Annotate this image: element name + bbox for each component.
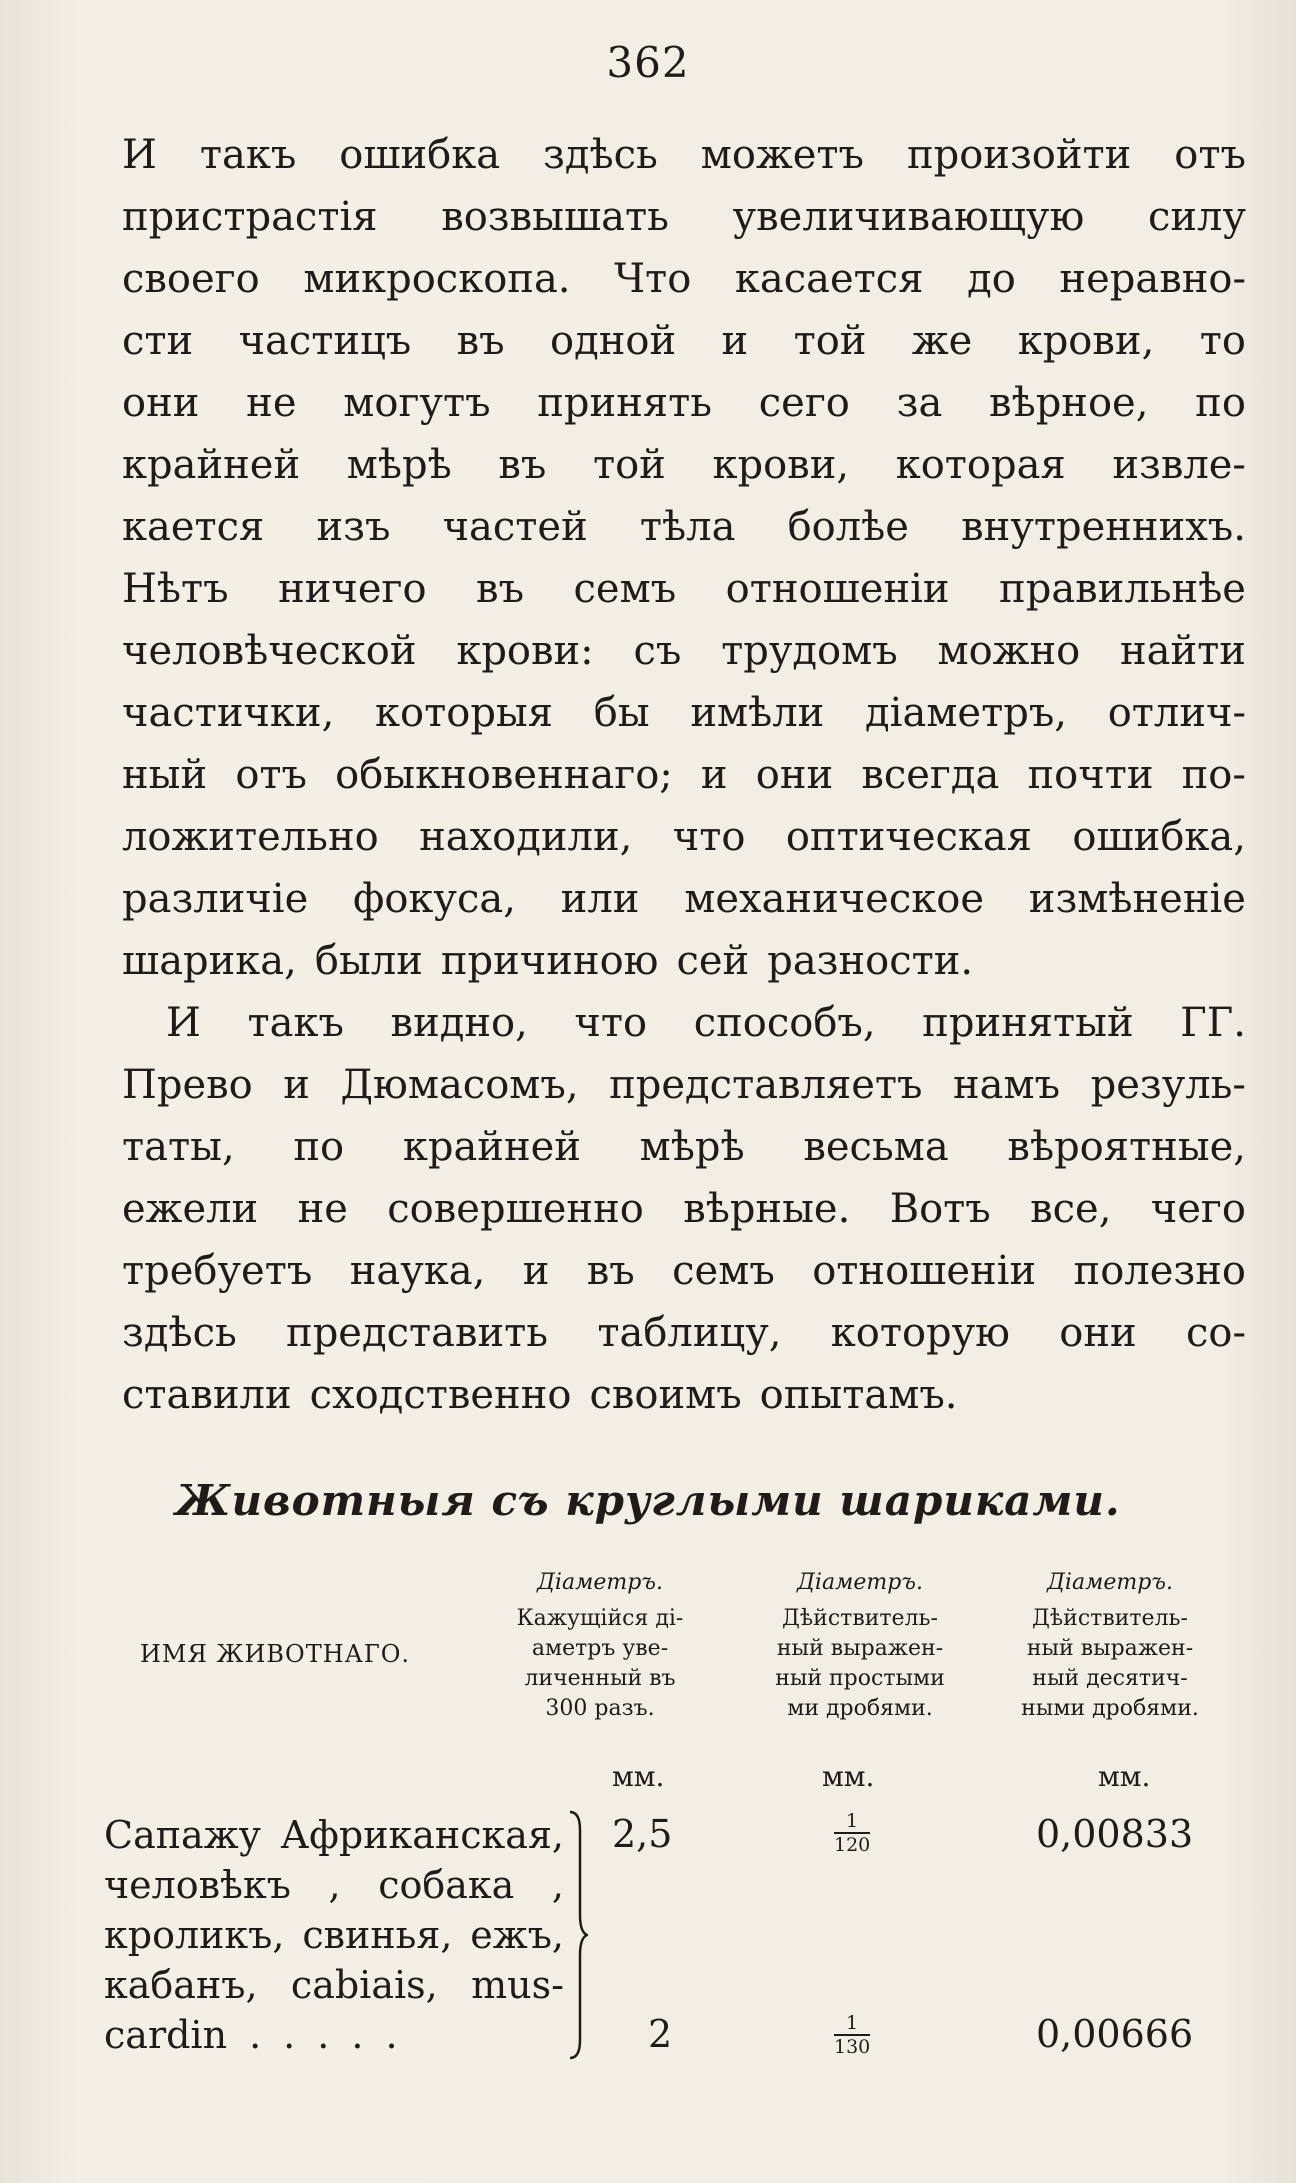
word: произойти: [906, 132, 1132, 178]
column-title: Діаметръ.: [1047, 1570, 1173, 1595]
word: весьма: [803, 1124, 949, 1170]
column-desc-line: аметръ уве-: [531, 1636, 669, 1661]
animal-name-line: [104, 1960, 564, 2010]
text-line: [122, 930, 1246, 992]
text-line: [122, 310, 1246, 372]
column-desc-line: ный выражен-: [1026, 1636, 1194, 1661]
word: mus-: [471, 1963, 564, 2007]
word: не: [246, 380, 297, 426]
text-line: [122, 496, 1246, 558]
word: фокуса,: [353, 876, 516, 922]
text-line: [122, 434, 1246, 496]
text-line: [122, 186, 1246, 248]
column-desc-line: Кажущійся ді-: [516, 1606, 684, 1631]
word: оптическая: [785, 814, 1032, 860]
word: сего: [758, 380, 850, 426]
word: представляетъ: [609, 1062, 923, 1108]
word: собака: [378, 1863, 515, 1907]
word: Дюмасомъ,: [340, 1062, 579, 1108]
word: ошибка,: [1072, 814, 1246, 860]
word: можетъ: [700, 132, 864, 178]
table-heading: Животныя съ круглыми шариками.: [175, 1476, 1121, 1525]
word: неравно-: [1059, 256, 1246, 302]
column-title: Діаметръ.: [797, 1570, 923, 1595]
fraction-denominator: 120: [834, 1834, 871, 1856]
word: найти: [1119, 628, 1246, 674]
word: .: [385, 2013, 398, 2057]
word: крайней: [402, 1124, 581, 1170]
word: механическое: [684, 876, 985, 922]
word: Что: [614, 256, 692, 302]
text-line: [122, 1302, 1246, 1364]
word: не: [297, 1186, 348, 1232]
word: ный: [122, 752, 208, 798]
word: они: [122, 380, 200, 426]
word: cabiais,: [290, 1963, 438, 2007]
word: И: [166, 1000, 201, 1046]
animal-name-line: [104, 2010, 564, 2060]
column-unit: мм.: [612, 1760, 665, 1793]
column-header-decimal: [990, 1568, 1230, 1724]
column-title: Діаметръ.: [537, 1570, 663, 1595]
word: и: [721, 318, 749, 364]
word: резуль-: [1090, 1062, 1246, 1108]
word: и: [283, 1062, 310, 1108]
word: ,: [328, 1863, 341, 1907]
text-line: [122, 1364, 1246, 1426]
word: своего: [122, 256, 260, 302]
page-number: 362: [606, 38, 690, 87]
word: болѣе: [787, 504, 909, 550]
word: же: [911, 318, 973, 364]
word: причиною: [440, 938, 659, 984]
word: требуетъ: [122, 1248, 313, 1294]
word: И: [122, 132, 157, 178]
word: кабанъ,: [104, 1963, 258, 2007]
word: крови,: [1017, 318, 1155, 364]
animal-name-line: [104, 1810, 564, 1860]
word: отъ: [1174, 132, 1246, 178]
name-column-header: ИМЯ ЖИВОТНАГО.: [140, 1640, 411, 1668]
word: ложительно: [122, 814, 379, 860]
word: до: [967, 256, 1016, 302]
word: тѣла: [639, 504, 736, 550]
word: сти: [122, 318, 194, 364]
word: они: [1059, 1310, 1137, 1356]
simple-fraction: [834, 1812, 870, 1854]
word: семъ: [573, 566, 677, 612]
word: чего: [1150, 1186, 1246, 1232]
word: сей: [676, 938, 750, 984]
text-line: [122, 1240, 1246, 1302]
word: ставили: [122, 1372, 292, 1418]
column-desc-line: ми дробями.: [787, 1696, 933, 1721]
word: семъ: [672, 1248, 775, 1294]
word: въ: [456, 318, 505, 364]
word: ничего: [278, 566, 427, 612]
word: совершенно: [387, 1186, 644, 1232]
word: были: [314, 938, 423, 984]
word: по: [1195, 380, 1246, 426]
word: силу: [1147, 194, 1246, 240]
word: пристрастія: [122, 194, 378, 240]
text-line: [122, 992, 1246, 1054]
word: полезно: [1073, 1248, 1246, 1294]
word: .: [283, 2013, 296, 2057]
word: увеличивающую: [732, 194, 1085, 240]
word: въ: [498, 442, 547, 488]
column-desc-line: личенный въ: [524, 1666, 676, 1691]
simple-fraction: [834, 2014, 870, 2056]
animal-names: [104, 1810, 564, 2060]
text-line: [122, 1116, 1246, 1178]
word: что: [672, 814, 746, 860]
text-line: [122, 868, 1246, 930]
word: крайней: [122, 442, 301, 488]
word: таблицу,: [597, 1310, 782, 1356]
decimal-diameter: 0,00833: [1036, 1812, 1194, 1856]
word: внутреннихъ.: [961, 504, 1246, 550]
word: способъ,: [693, 1000, 876, 1046]
word: таты,: [122, 1124, 235, 1170]
word: отлич-: [1107, 690, 1246, 736]
word: со-: [1185, 1310, 1246, 1356]
word: видно,: [390, 1000, 528, 1046]
word: представить: [286, 1310, 549, 1356]
word: можно: [937, 628, 1081, 674]
word: той: [793, 318, 867, 364]
word: такъ: [247, 1000, 344, 1046]
word: сходственно: [309, 1372, 572, 1418]
word: Вотъ: [889, 1186, 991, 1232]
fraction-denominator: 130: [834, 2036, 871, 2058]
word: по-: [1181, 752, 1246, 798]
word: трудомъ: [721, 628, 898, 674]
word: всегда: [861, 752, 1000, 798]
word: что: [574, 1000, 648, 1046]
word: почти: [1027, 752, 1154, 798]
word: одной: [550, 318, 677, 364]
fraction-numerator: 1: [845, 1810, 859, 1832]
body-text: [122, 124, 1246, 1426]
word: ГГ.: [1180, 1000, 1246, 1046]
word: опытамъ.: [759, 1372, 958, 1418]
word: наука,: [349, 1248, 486, 1294]
word: которыя: [375, 690, 553, 736]
word: правильнѣе: [999, 566, 1246, 612]
column-unit: мм.: [1098, 1760, 1151, 1793]
word: вѣрное,: [989, 380, 1149, 426]
word: Сапажу: [104, 1813, 262, 1857]
column-desc-line: ный выражен-: [776, 1636, 944, 1661]
word: въ: [476, 566, 525, 612]
word: здѣсь: [122, 1310, 237, 1356]
word: частички,: [122, 690, 335, 736]
column-desc-line: Дѣйствитель-: [782, 1606, 938, 1631]
word: Нѣтъ: [122, 566, 229, 612]
word: изъ: [316, 504, 391, 550]
word: крови:: [456, 628, 594, 674]
animal-name-line: [104, 1860, 564, 1910]
word: по: [293, 1124, 345, 1170]
word: отношеніи: [725, 566, 950, 612]
word: человѣкъ: [104, 1863, 291, 1907]
word: принятый: [922, 1000, 1134, 1046]
word: свинья,: [302, 1913, 453, 1957]
word: касается: [734, 256, 924, 302]
word: вѣрные.: [683, 1186, 851, 1232]
word: .: [249, 2013, 262, 2057]
word: бы: [593, 690, 650, 736]
word: своимъ: [589, 1372, 742, 1418]
word: мѣрѣ: [346, 442, 452, 488]
word: измѣненіе: [1028, 876, 1246, 922]
word: Африканская,: [280, 1813, 564, 1857]
column-desc-line: ный простыми: [775, 1666, 945, 1691]
text-line: [122, 124, 1246, 186]
word: Прево: [122, 1062, 253, 1108]
word: ошибка: [339, 132, 501, 178]
text-line: [122, 558, 1246, 620]
word: то: [1199, 318, 1246, 364]
word: микроскопа.: [303, 256, 571, 302]
word: кается: [122, 504, 265, 550]
apparent-diameter: 2: [648, 2012, 673, 2056]
word: обыкновеннаго;: [335, 752, 673, 798]
word: частицъ: [238, 318, 412, 364]
word: ,: [551, 1863, 564, 1907]
word: и: [522, 1248, 550, 1294]
word: съ: [633, 628, 682, 674]
text-line: [122, 1178, 1246, 1240]
word: различіе: [122, 876, 309, 922]
word: кроликъ,: [104, 1913, 285, 1957]
word: .: [317, 2013, 330, 2057]
word: въ: [586, 1248, 635, 1294]
word: которую: [830, 1310, 1010, 1356]
word: принять: [537, 380, 712, 426]
word: здѣсь: [543, 132, 658, 178]
word: разности.: [767, 938, 974, 984]
column-desc-line: 300 разъ.: [545, 1696, 655, 1721]
text-line: [122, 682, 1246, 744]
column-desc-line: ными дробями.: [1021, 1696, 1199, 1721]
word: той: [592, 442, 666, 488]
text-line: [122, 372, 1246, 434]
word: человѣческой: [122, 628, 417, 674]
word: они: [755, 752, 834, 798]
column-header-simple-fraction: [740, 1568, 980, 1724]
word: шарика,: [122, 938, 297, 984]
word: могутъ: [343, 380, 491, 426]
word: вѣроятные,: [1007, 1124, 1246, 1170]
word: діаметръ,: [865, 690, 1067, 736]
word: ежели: [122, 1186, 259, 1232]
column-unit: мм.: [822, 1760, 875, 1793]
text-line: [122, 744, 1246, 806]
word: и: [700, 752, 728, 798]
decimal-diameter: 0,00666: [1036, 2012, 1194, 2056]
text-line: [122, 248, 1246, 310]
apparent-diameter: 2,5: [612, 1812, 673, 1856]
word: имѣли: [690, 690, 825, 736]
text-line: [122, 620, 1246, 682]
word: мѣрѣ: [639, 1124, 745, 1170]
word: такъ: [199, 132, 297, 178]
word: ежъ,: [470, 1913, 564, 1957]
word: частей: [442, 504, 588, 550]
word: все,: [1030, 1186, 1112, 1232]
word: находили,: [419, 814, 633, 860]
word: .: [351, 2013, 364, 2057]
word: возвышать: [441, 194, 669, 240]
word: cardin: [104, 2013, 228, 2057]
word: за: [896, 380, 943, 426]
animal-name-line: [104, 1910, 564, 1960]
column-desc-line: ный десятич-: [1032, 1666, 1188, 1691]
column-header-apparent: [500, 1568, 700, 1724]
text-line: [122, 1054, 1246, 1116]
text-line: [122, 806, 1246, 868]
column-desc-line: Дѣйствитель-: [1032, 1606, 1188, 1631]
word: или: [560, 876, 640, 922]
word: намъ: [953, 1062, 1061, 1108]
word: крови,: [712, 442, 850, 488]
word: отъ: [235, 752, 307, 798]
word: извле-: [1112, 442, 1246, 488]
word: отношеніи: [812, 1248, 1037, 1294]
fraction-numerator: 1: [845, 2012, 859, 2034]
word: которая: [895, 442, 1066, 488]
curly-brace-icon: [568, 1810, 588, 2060]
